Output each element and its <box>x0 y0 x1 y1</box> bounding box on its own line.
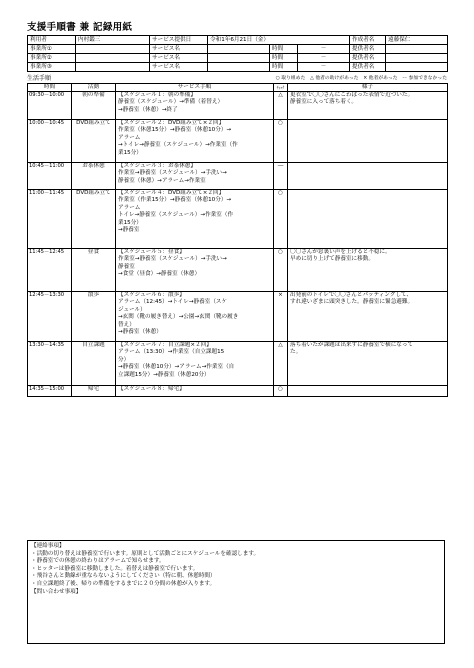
procedure-line: →食堂（昼食）→静養室（休憩） <box>118 271 201 278</box>
row-notes[interactable] <box>288 292 448 342</box>
procedure-line: →静養室 <box>118 227 140 234</box>
schedule-row <box>28 386 448 397</box>
row-time: 10:45－11:00 <box>28 163 72 190</box>
schedule-row <box>28 163 448 190</box>
page-title: 支援手順書 兼 記録用紙 <box>27 22 133 33</box>
contact-lines <box>31 551 441 589</box>
contact-line: ・静養室での休憩の終わりはアラームで知らせます。 <box>31 558 165 565</box>
procedure-line: アラーム <box>118 134 141 141</box>
row-notes[interactable] <box>288 342 448 386</box>
header-row-office-3 <box>28 63 448 72</box>
procedure-line: 作業室（休憩15分）→静養室（休憩10分）→ <box>118 127 232 134</box>
procedure-line: 【スケジュール４：DVD組み立て×２回】 <box>118 190 225 196</box>
time-label: 時間 <box>270 54 298 63</box>
note-line: 出発前のトイレで〇〇さんとバッティングして、 <box>290 292 413 298</box>
office-label: 事業所① <box>28 45 76 54</box>
procedure-line: 静養室 <box>118 263 135 270</box>
row-procedure <box>116 120 274 163</box>
schedule-row <box>28 92 448 120</box>
row-procedure <box>116 163 274 190</box>
row-notes[interactable] <box>288 163 448 190</box>
column-header-procedure: サービス手順 <box>116 84 274 92</box>
row-check-mark[interactable]: ○ <box>274 386 288 397</box>
row-activity: 散歩 <box>72 292 116 342</box>
office-label: 事業所② <box>28 54 76 63</box>
procedure-line: 【スケジュール７：自立課題×２回】 <box>118 342 212 348</box>
note-line: 静養室に入って落ち着く。 <box>290 99 358 106</box>
header-table <box>27 35 448 72</box>
row-time: 09:30－10:00 <box>28 92 72 120</box>
procedure-line: 【スケジュール６：散歩】 <box>118 292 185 298</box>
service-date[interactable]: 令和1年6月21日（金） <box>208 36 350 45</box>
procedure-line: 替え） <box>118 321 135 328</box>
check-legend: ○ 取り組めた △ 他者の助けがあった × 他者があった ー 参加できなかった <box>275 76 447 81</box>
procedure-line: ジュール） <box>118 306 146 313</box>
procedure-line: →玄関（靴の履き替え）→公園→玄関（靴の履き <box>118 314 239 321</box>
time-label: 時間 <box>270 63 298 72</box>
service-name-label: サービス名 <box>150 54 208 63</box>
procedure-line: アラーム <box>118 204 141 211</box>
note-line: 〇〇さんが窓裏い声を上げると不穏に。 <box>290 249 391 255</box>
row-activity: 昼食 <box>72 249 116 292</box>
office-label: 事業所③ <box>28 63 76 72</box>
row-time: 11:00－11:45 <box>28 190 72 249</box>
time-label: 時間 <box>270 45 298 54</box>
note-line: た。 <box>290 349 302 356</box>
schedule-row <box>28 190 448 249</box>
procedure-line: →静養室（休憩10分）→アラーム→作業室（自 <box>118 364 235 371</box>
procedure-line: 業15分） <box>118 149 142 156</box>
note-line: 落ち着いたが課題は出来ずに静養室で横になって <box>290 342 414 348</box>
procedure-line: 分） <box>118 356 130 363</box>
row-time: 11:45－12:45 <box>28 249 72 292</box>
service-date-label: サービス提供日 <box>150 36 208 45</box>
procedure-line: 作業室→静養室（スケジュール）→手洗い→ <box>118 256 227 263</box>
contact-line: ・自立課題終了後、帰りの準備をするまでに２０分間の休憩が入ります。 <box>31 580 216 587</box>
row-check-mark[interactable]: ○ <box>274 190 288 249</box>
procedure-line: 立課題15分）→静養室（休憩20分） <box>118 371 210 378</box>
schedule-row <box>28 120 448 163</box>
header-row-user <box>28 36 448 45</box>
row-procedure <box>116 292 274 342</box>
service-name-value[interactable] <box>208 54 270 63</box>
schedule-table <box>27 83 448 397</box>
contact-line: ・飛谷さんと動線が重ならないようにしてください（特に朝、休憩時間） <box>31 573 216 580</box>
row-check-mark[interactable]: △ <box>274 92 288 120</box>
user-label: 利用者 <box>28 36 76 45</box>
contact-line: ・ヒッターは静養室に移動しました。着替えは静養室で行います。 <box>31 565 199 572</box>
record-sheet <box>27 21 447 397</box>
service-name-label: サービス名 <box>150 45 208 54</box>
schedule-header-row <box>28 84 448 92</box>
row-check-mark[interactable]: ○ <box>274 249 288 292</box>
contact-line: ・活動の切り替えは静養室で行います。原則として活動ごとにスケジュールを確認します。 <box>31 550 260 557</box>
office-value[interactable] <box>76 45 150 54</box>
author-name[interactable]: 遠藤保仁 <box>386 36 448 45</box>
note-line: すれ違いざまに頭突きした。静養室に緊急避難。 <box>290 299 414 306</box>
row-time: 12:45－13:30 <box>28 292 72 342</box>
contact-title: 【連絡事項】 <box>31 543 65 549</box>
note-line: 更衣室で〇〇さんにこわばった表情で近づいた。 <box>290 92 414 98</box>
procedure-line: 作業室→静養室（スケジュール）→手洗い→ <box>118 170 227 177</box>
row-notes[interactable] <box>288 386 448 397</box>
procedure-line: アラーム（12:45）→トイレ→静養室（スケ <box>118 299 228 306</box>
office-value[interactable] <box>76 63 150 72</box>
column-header-check: ﾁｪｯｸ <box>274 84 288 92</box>
procedure-line: トイレ→静養室（スケジュール）→作業室（作 <box>118 212 234 219</box>
user-name[interactable]: 内村鑑三 <box>76 36 150 45</box>
provider-label: 提供者名 <box>350 45 386 54</box>
service-name-value[interactable] <box>208 63 270 72</box>
time-value[interactable]: － <box>298 63 350 72</box>
schedule-row <box>28 342 448 386</box>
row-activity: DVD組み立て <box>72 120 116 163</box>
column-header-activity: 活動 <box>72 84 116 92</box>
office-value[interactable] <box>76 54 150 63</box>
procedure-line: 【スケジュール２：DVD組み立て×２回】 <box>118 120 225 126</box>
row-notes[interactable] <box>288 120 448 163</box>
procedure-line: 【スケジュール５：昼食】 <box>118 249 185 255</box>
row-procedure <box>116 190 274 249</box>
schedule-body <box>28 92 448 397</box>
time-value[interactable]: － <box>298 45 350 54</box>
row-activity: お茶休憩 <box>72 163 116 190</box>
procedure-line: 静養室（スケジュール）→準備（着替え） <box>118 99 224 106</box>
provider-label: 提供者名 <box>350 54 386 63</box>
schedule-row <box>28 249 448 292</box>
row-time: 14:35－15:00 <box>28 386 72 397</box>
procedure-line: →静養室（休憩） <box>118 329 162 336</box>
header-row-office-1 <box>28 45 448 54</box>
procedure-line: 作業室（作業15分）→静養室（休憩10分）→ <box>118 197 232 204</box>
provider-value[interactable] <box>386 45 448 54</box>
row-procedure <box>116 249 274 292</box>
procedure-line: 【スケジュール８：帰宅】 <box>118 386 185 392</box>
row-procedure <box>116 92 274 120</box>
procedure-line: 静養室（休憩）→アラーム→作業室 <box>118 177 206 184</box>
header-row-office-2 <box>28 54 448 63</box>
provider-label: 提供者名 <box>350 63 386 72</box>
procedure-line: 【スケジュール１：朝の準備】 <box>118 92 196 98</box>
row-check-mark[interactable]: ○ <box>274 120 288 163</box>
time-value[interactable]: － <box>298 54 350 63</box>
contact-notes[interactable] <box>27 540 445 644</box>
note-line: 早めに切り上げて静養室に移動。 <box>290 256 374 263</box>
row-check-mark[interactable]: △ <box>274 342 288 386</box>
procedure-line: 【スケジュール３：お茶休憩】 <box>118 163 196 169</box>
provider-value[interactable] <box>386 54 448 63</box>
section-title: 生活手順 <box>27 75 52 82</box>
row-activity: 朝の準備 <box>72 92 116 120</box>
row-check-mark[interactable]: × <box>274 292 288 342</box>
row-procedure <box>116 342 274 386</box>
row-procedure <box>116 386 274 397</box>
column-header-time: 時間 <box>28 84 72 92</box>
inquiry-title: 【問い合わせ事項】 <box>31 588 82 595</box>
section-header <box>27 74 447 83</box>
row-notes[interactable] <box>288 190 448 249</box>
row-notes[interactable] <box>288 92 448 120</box>
procedure-line: →トイレ→静養室（スケジュール）→作業室（作 <box>118 142 238 149</box>
procedure-line: アラーム（13:30）→作業室（自立課題15 <box>118 349 225 356</box>
service-name-label: サービス名 <box>150 63 208 72</box>
schedule-row <box>28 292 448 342</box>
row-notes[interactable] <box>288 249 448 292</box>
row-activity: DVD組み立て <box>72 190 116 249</box>
author-label: 作成者名 <box>350 36 386 45</box>
column-header-notes: 様子 <box>288 84 448 92</box>
row-time: 13:30－14:35 <box>28 342 72 386</box>
row-time: 10:00－10:45 <box>28 120 72 163</box>
row-activity: 帰宅 <box>72 386 116 397</box>
row-check-mark[interactable]: ― <box>274 163 288 190</box>
procedure-line: →静養室（休憩）→終了 <box>118 106 178 113</box>
procedure-line: 業15分） <box>118 219 142 226</box>
provider-value[interactable] <box>386 63 448 72</box>
row-activity: 自立課題 <box>72 342 116 386</box>
service-name-value[interactable] <box>208 45 270 54</box>
